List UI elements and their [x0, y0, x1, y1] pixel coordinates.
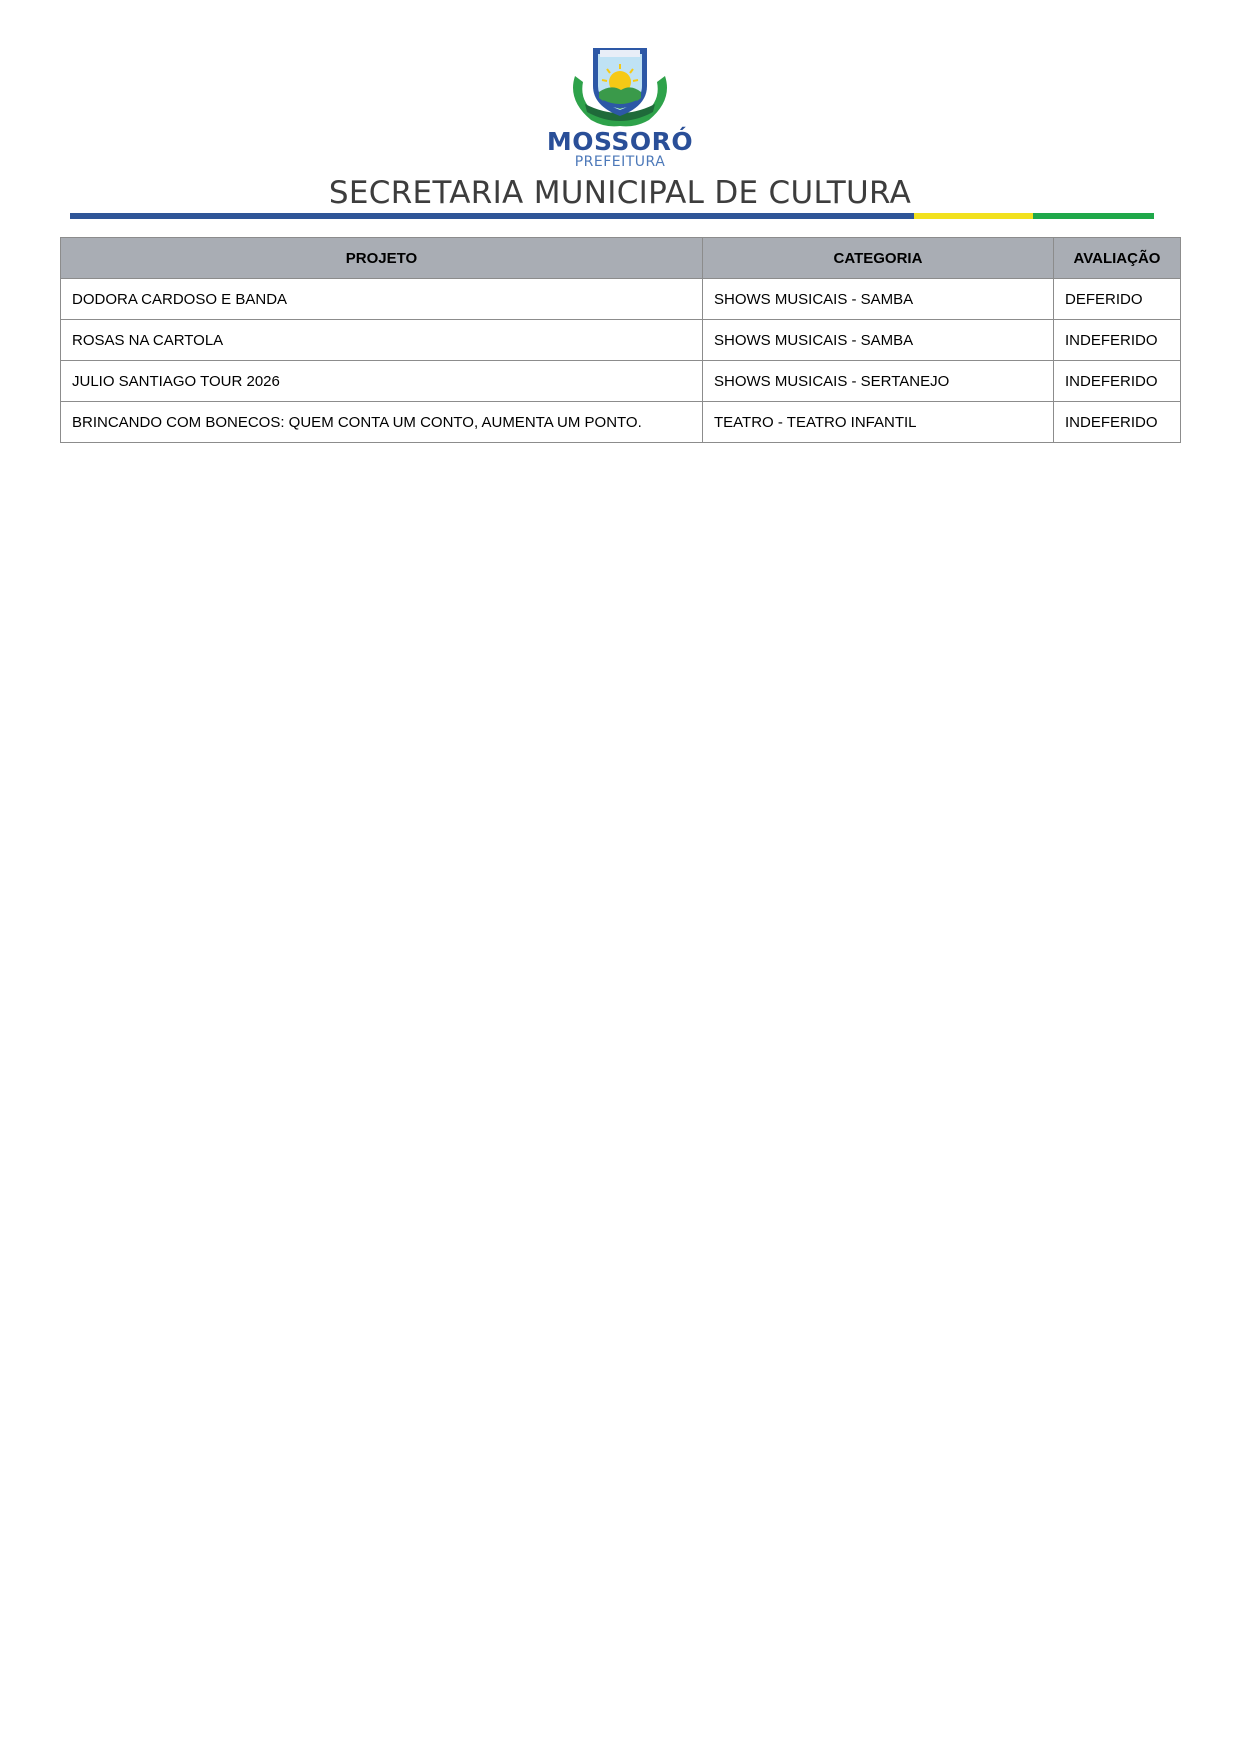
header-stripe-green	[1033, 213, 1154, 219]
cell-projeto: JULIO SANTIAGO TOUR 2026	[61, 361, 703, 402]
cell-projeto: BRINCANDO COM BONECOS: QUEM CONTA UM CONTO, AUMENTA UM PONTO.	[61, 402, 703, 443]
cell-categoria: SHOWS MUSICAIS - SERTANEJO	[703, 361, 1054, 402]
cell-categoria: SHOWS MUSICAIS - SAMBA	[703, 320, 1054, 361]
column-header-projeto: PROJETO	[61, 238, 703, 279]
city-crest-logo	[561, 42, 679, 130]
column-header-avaliacao: AVALIAÇÃO	[1054, 238, 1181, 279]
header-stripe-blue	[70, 213, 914, 219]
cell-avaliacao: INDEFERIDO	[1054, 361, 1181, 402]
table-row	[61, 361, 1181, 402]
brand-subtitle: PREFEITURA	[574, 154, 666, 170]
brand-name: MOSSORÓ	[546, 127, 694, 156]
column-header-categoria: CATEGORIA	[703, 238, 1054, 279]
table-header-row	[61, 238, 1181, 279]
cell-categoria: TEATRO - TEATRO INFANTIL	[703, 402, 1054, 443]
cell-avaliacao: INDEFERIDO	[1054, 320, 1181, 361]
table-row	[61, 402, 1181, 443]
header-stripe-yellow	[914, 213, 1033, 219]
cell-categoria: SHOWS MUSICAIS - SAMBA	[703, 279, 1054, 320]
evaluation-table	[60, 237, 1181, 443]
department-title: SECRETARIA MUNICIPAL DE CULTURA	[328, 175, 912, 211]
table-row	[61, 320, 1181, 361]
cell-avaliacao: INDEFERIDO	[1054, 402, 1181, 443]
table-row	[61, 279, 1181, 320]
cell-avaliacao: DEFERIDO	[1054, 279, 1181, 320]
cell-projeto: ROSAS NA CARTOLA	[61, 320, 703, 361]
cell-projeto: DODORA CARDOSO E BANDA	[61, 279, 703, 320]
document-header	[0, 0, 1240, 225]
